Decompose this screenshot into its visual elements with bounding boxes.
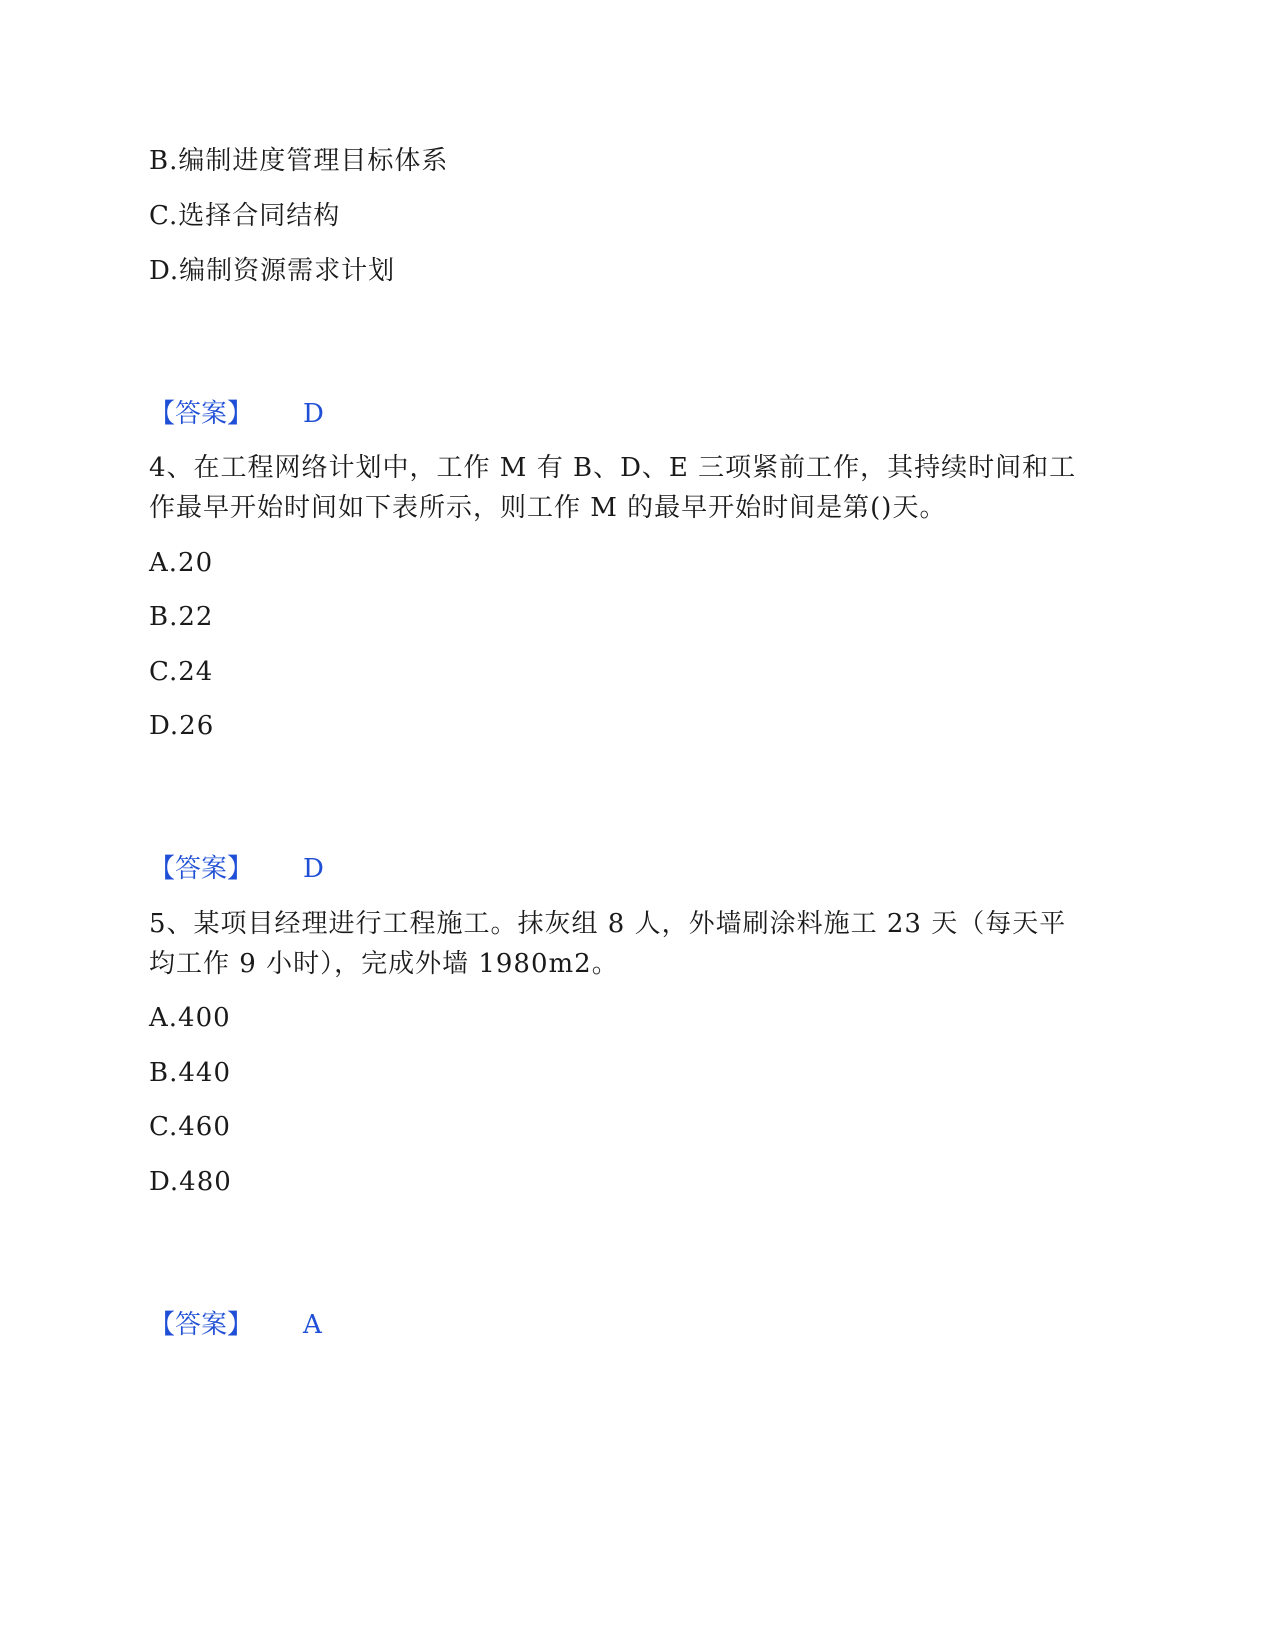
q5-option-c: C.460 bbox=[149, 1112, 231, 1142]
q5-answer bbox=[149, 1310, 322, 1340]
q4-option-a: A.20 bbox=[149, 548, 214, 578]
answer-value: D bbox=[303, 854, 324, 884]
q4-answer bbox=[149, 854, 324, 884]
q5-stem-line2: 均工作 9 小时），完成外墙 1980m2。 bbox=[149, 949, 619, 979]
q3-option-b: B.编制进度管理目标体系 bbox=[149, 146, 449, 176]
q4-stem-line2: 作最早开始时间如下表所示，则工作 M 的最早开始时间是第()天。 bbox=[149, 493, 947, 523]
answer-tag: 【答案】 bbox=[149, 1310, 254, 1340]
q4-option-b: B.22 bbox=[149, 602, 214, 632]
q5-option-a: A.400 bbox=[149, 1003, 231, 1033]
q5-option-d: D.480 bbox=[149, 1167, 232, 1197]
q3-option-d: D.编制资源需求计划 bbox=[149, 256, 396, 286]
answer-value: D bbox=[303, 399, 324, 429]
q3-option-c: C.选择合同结构 bbox=[149, 201, 341, 231]
answer-tag: 【答案】 bbox=[149, 399, 254, 429]
q4-stem-line1: 4、在工程网络计划中，工作 M 有 B、D、E 三项紧前工作，其持续时间和工 bbox=[149, 453, 1077, 483]
q5-stem-line1: 5、某项目经理进行工程施工。抹灰组 8 人，外墙刷涂料施工 23 天（每天平 bbox=[149, 909, 1067, 939]
q4-option-d: D.26 bbox=[149, 711, 215, 741]
answer-value: A bbox=[303, 1310, 322, 1340]
q3-answer bbox=[149, 399, 324, 429]
q5-option-b: B.440 bbox=[149, 1058, 231, 1088]
q4-option-c: C.24 bbox=[149, 657, 214, 687]
answer-tag: 【答案】 bbox=[149, 854, 254, 884]
